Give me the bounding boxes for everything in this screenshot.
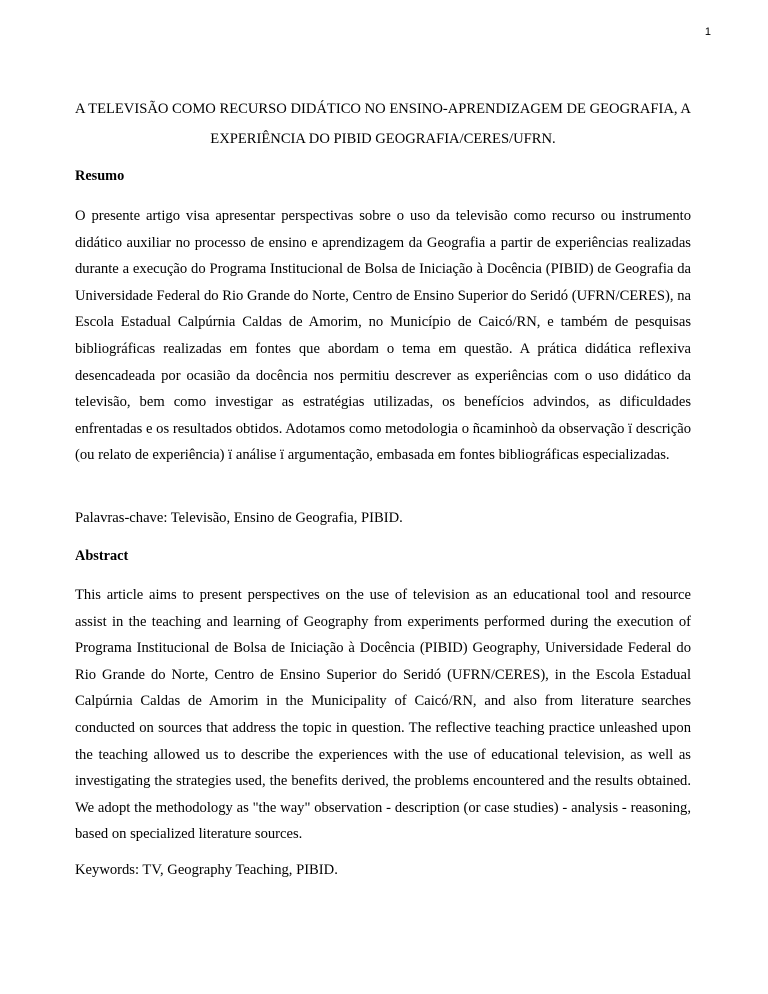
abstract-keywords: Keywords: TV, Geography Teaching, PIBID. (75, 862, 338, 878)
paper-title: A TELEVISÃO COMO RECURSO DIDÁTICO NO ENSINO-APRENDIZAGEM DE GEOGRAFIA, A EXPERIÊNCIA DO PIBID GEOGRAFIA/CERES/UFRN. (75, 101, 691, 147)
resumo-heading: Resumo (75, 168, 125, 184)
abstract-heading: Abstract (75, 548, 129, 564)
resumo-body: O presente artigo visa apresentar perspectivas sobre o uso da televisão como recurso ou instrumento didático auxiliar no processo de ensino e aprendizagem da Geografia a partir de experiências realizadas durante a execução do Programa Institucional de Bolsa de Iniciação à Docência (PIBID) de Geografia da Universidade Federal do Rio Grande do Norte, Centro de Ensino Superior do Seridó (UFRN/CERES), na Escola Estadual Calpúrnia Caldas de Amorim, no Município de Caicó/RN, e também de pesquisas bibliográficas realizadas em fontes que abordam o tema em questão. A prática didática reflexiva desencadeada por ocasião da docência nos permitiu descrever as experiências com o uso didático da televisão, bem como investigar as estratégias utilizadas, os benefícios advindos, as dificuldades enfrentadas e os resultados obtidos. Adotamos como metodologia o ñcaminhoò da observação ï descrição (ou relato de experiência) ï análise ï argumentação, embasada em fontes bibliográficas especializadas. (75, 208, 691, 464)
resumo-keywords: Palavras-chave: Televisão, Ensino de Geografia, PIBID. (75, 510, 403, 526)
page-number: 1 (704, 26, 711, 38)
abstract-body: This article aims to present perspectives on the use of television as an educational tool and resource assist in the teaching and learning of Geography from experiments performed during the execution of Programa Institucional de Bolsa de Iniciação à Docência (PIBID) Geography, Universidade Federal do Rio Grande do Norte, Centro de Ensino Superior do Seridó (UFRN/CERES), in the Escola Estadual Calpúrnia Caldas de Amorim in the Municipality of Caicó/RN, and also from literature searches conducted on sources that address the topic in question. The reflective teaching practice unleashed upon the teaching allowed us to describe the experiences with the use of educational television, as well as investigating the strategies used, the benefits derived, the problems encountered and the results obtained. We adopt the methodology as "the way" observation - description (or case studies) - analysis - reasoning, based on specialized literature sources. (75, 587, 691, 843)
